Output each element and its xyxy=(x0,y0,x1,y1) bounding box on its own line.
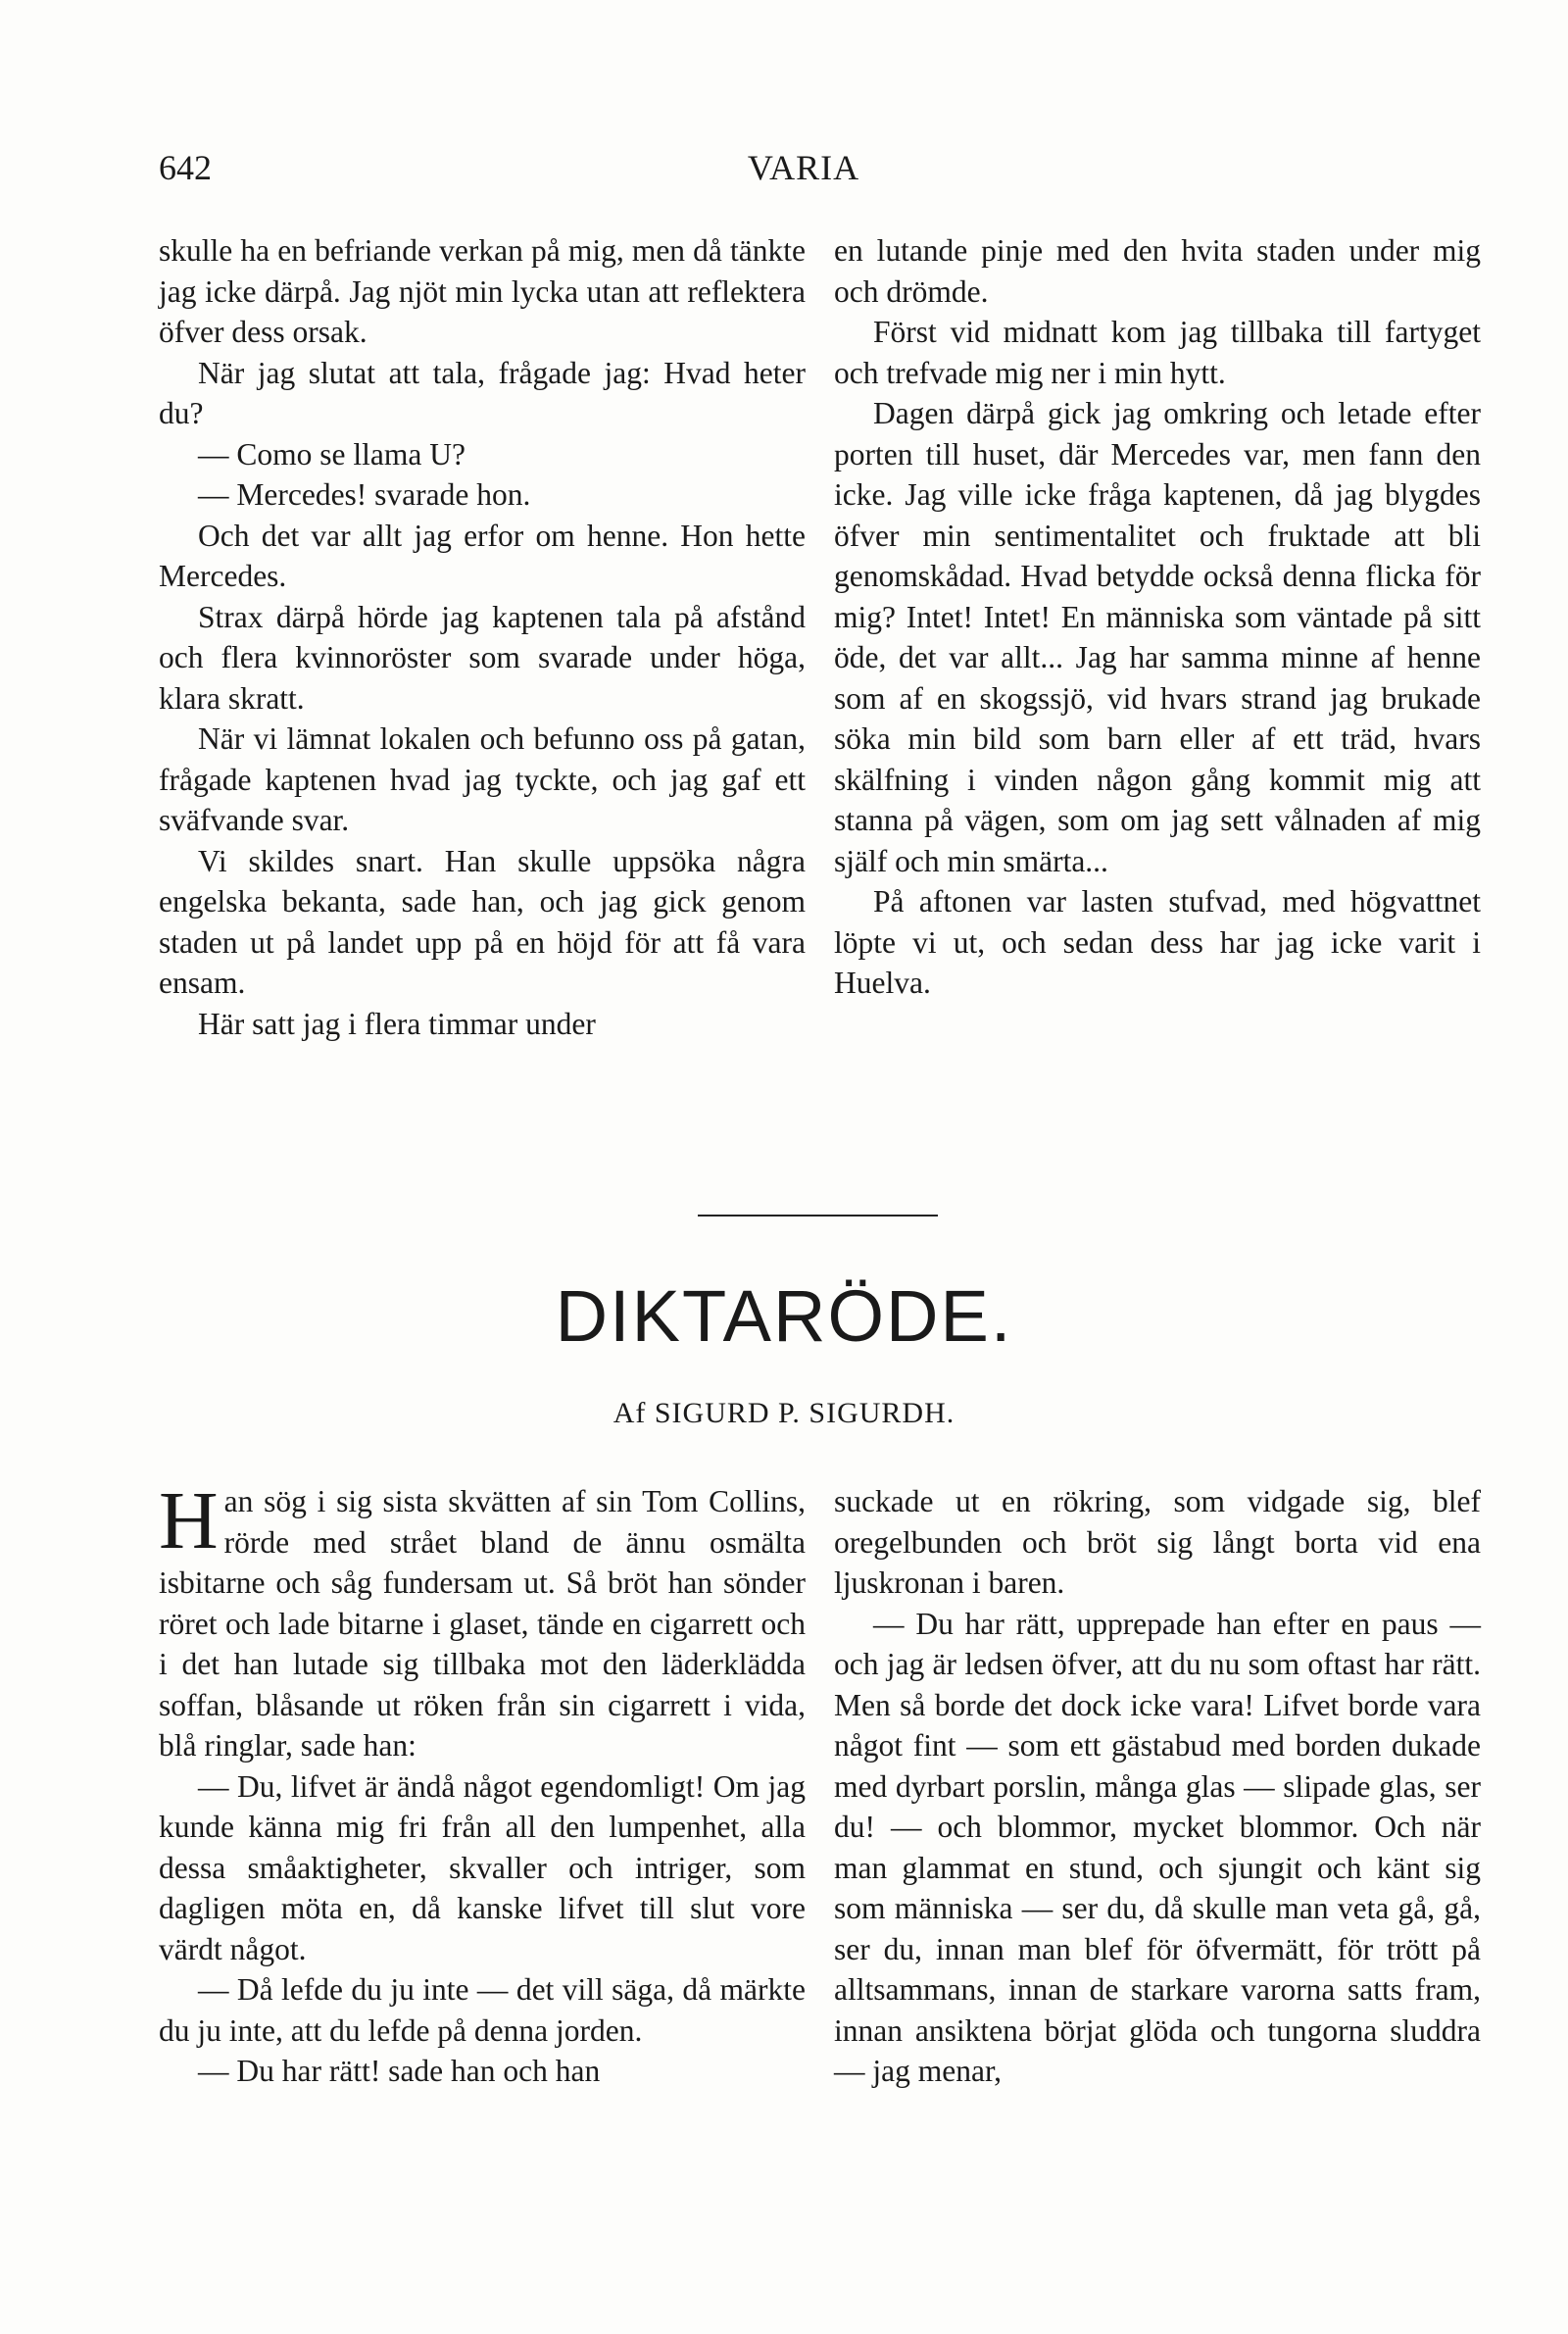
paragraph: suckade ut en rökring, som vidgade sig, blef oregelbunden och bröt sig långt borta vid ena ljuskronan i baren. xyxy=(834,1484,1481,1600)
running-title: VARIA xyxy=(747,148,860,187)
paragraph: en lutande pinje med den hvita staden under mig och drömde. xyxy=(834,233,1481,309)
opening-paragraph xyxy=(159,1475,806,1766)
page-number: 642 xyxy=(159,148,212,187)
story-byline: Af SIGURD P. SIGURDH. xyxy=(612,1397,956,1429)
paragraph: — Du har rätt, upprepade han efter en paus — och jag är ledsen öfver, att du nu som oftast har rätt. Men så borde det dock icke vara! Lifvet borde vara något fint — som ett gästabud med borden dukade med dyrbart porslin, många glas — slipade glas, ser du! — och blommor, mycket blommor. Och när man glammat en stund, och sjungit och känt sig som människa — ser du, då skulle man veta gå, gå, ser du, innan man blef för öfvermätt, för trött på alltsammans, innan de starkare varorna satts fram, innan ansiktena börjat glöda och tungorna sluddra — jag menar, xyxy=(834,1606,1481,2088)
paragraph: Vi skildes snart. Han skulle uppsöka några engelska bekanta, sade han, och jag gick genom staden ut på landet upp på en höjd för att få vara ensam. xyxy=(159,843,806,1000)
paragraph: Dagen därpå gick jag omkring och letade efter porten till huset, där Mercedes var, men fann den icke. Jag ville icke fråga kaptenen, då jag blygdes öfver min sentimentalitet och fruktade att bli genomskådad. Hvad betydde också denna flicka för mig? Intet! Intet! En människa som väntade på sitt öde, det var allt... Jag har samma minne af henne som af en skogssjö, vid hvars strand jag brukade söka min bild som barn eller af ett träd, hvars skälfning i vinden någon gång kommit mig att stanna på vägen, som om jag sett vålnaden af mig själf och min smärta... xyxy=(834,396,1481,878)
column-bottom-left xyxy=(159,1475,806,2092)
column-top-left xyxy=(159,230,806,1044)
paragraph: — Du har rätt! sade han och han xyxy=(198,2054,601,2088)
paragraph: Först vid midnatt kom jag tillbaka till fartyget och trefvade mig ner i min hytt. xyxy=(834,315,1481,390)
section-divider xyxy=(698,1215,938,1217)
story-title: DIKTARÖDE. xyxy=(555,1275,1013,1357)
paragraph: — Då lefde du ju inte — det vill säga, då märkte du ju inte, att du lefde på denna jorden. xyxy=(159,1972,806,2048)
paragraph: — Como se llama U? xyxy=(198,436,466,472)
opening-text: an sög i sig sista skvätten af sin Tom Collins, rörde med strået bland de ännu osmälta isbitarne och såg fundersam ut. Så bröt han sönder röret och lade bitarne i glaset, tände en cigarrett och i det han lutade sig tillbaka mot den läderklädda soffan, blåsande ut röken från sin cigarrett i vida, blå ringlar, sade han: xyxy=(159,1484,806,1763)
paragraph: När jag slutat att tala, frågade jag: Hvad heter du? xyxy=(159,355,806,430)
column-top-right xyxy=(834,230,1481,1004)
paragraph: Här satt jag i flera timmar under xyxy=(198,1006,596,1041)
column-bottom-right xyxy=(834,1481,1481,2092)
paragraph: På aftonen var lasten stufvad, med högvattnet löpte vi ut, och sedan dess har jag icke varit i Huelva. xyxy=(834,884,1481,1000)
paragraph: — Du, lifvet är ändå något egendomligt! Om jag kunde känna mig fri från all den lumpenhet, alla dessa småaktigheter, skvaller och intriger, som dagligen möta en, då kanske lifvet till slut vore värdt något. xyxy=(159,1768,806,1966)
paragraph: Strax därpå hörde jag kaptenen tala på afstånd och flera kvinnoröster som svarade under höga, klara skratt. xyxy=(159,599,806,716)
drop-cap: H xyxy=(159,1475,219,1566)
paragraph: När vi lämnat lokalen och befunno oss på gatan, frågade kaptenen hvad jag tyckte, och jag gaf ett sväfvande svar. xyxy=(159,721,806,837)
paragraph: — Mercedes! svarade hon. xyxy=(198,477,531,512)
paragraph: skulle ha en befriande verkan på mig, men då tänkte jag icke därpå. Jag njöt min lycka utan att reflektera öfver dess orsak. xyxy=(159,233,806,349)
paragraph: Och det var allt jag erfor om henne. Hon hette Mercedes. xyxy=(159,518,806,593)
